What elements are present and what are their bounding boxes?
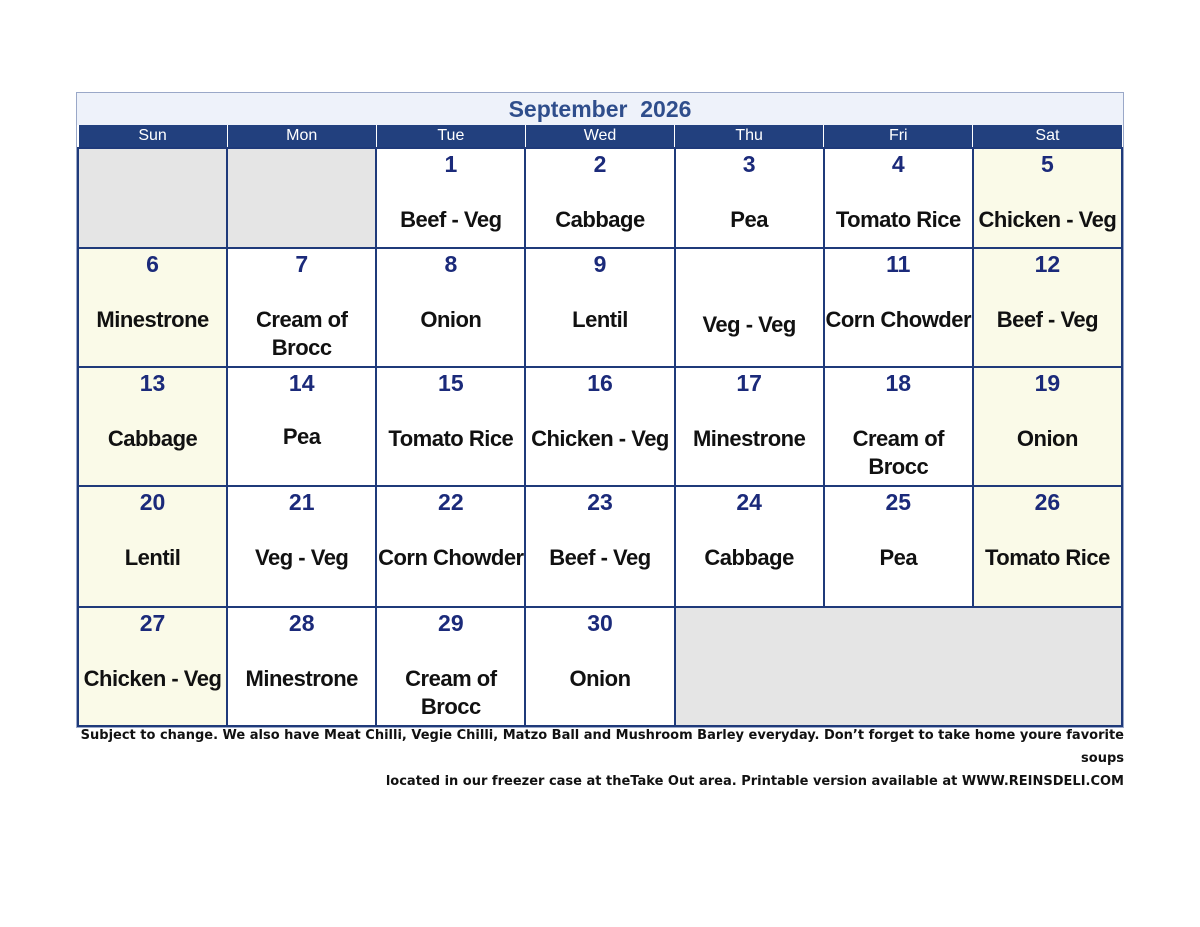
soup-name: Minestrone: [692, 426, 806, 451]
day-number: 22: [438, 489, 464, 515]
week-row: [78, 486, 1122, 607]
day-cell: [675, 486, 824, 607]
calendar-grid: [77, 125, 1123, 727]
calendar-title: September 2026: [77, 93, 1123, 125]
soup-name: Cabbage: [107, 426, 198, 451]
empty-day-cell: [78, 148, 227, 248]
soup-name: Pea: [730, 207, 768, 232]
day-cell: [525, 486, 674, 607]
day-cell: [525, 148, 674, 248]
weekday-header-sat: Sat: [973, 125, 1122, 148]
soup-name: Tomato Rice: [388, 426, 514, 451]
day-cell: [675, 367, 824, 486]
day-cell: [78, 367, 227, 486]
day-number: 14: [288, 370, 315, 396]
day-number: 4: [891, 151, 905, 177]
weekday-header-tue: Tue: [376, 125, 525, 148]
soup-name: Lentil: [124, 545, 181, 570]
footnote: [76, 724, 1124, 793]
week-row: [78, 367, 1122, 486]
soup-name: Corn Chowder: [378, 545, 524, 570]
day-cell: [525, 607, 674, 726]
day-cell: [376, 607, 525, 726]
soup-name: Cream of Brocc: [256, 307, 348, 360]
day-number: 23: [587, 489, 613, 515]
day-number: 18: [885, 370, 912, 396]
day-number: 27: [139, 610, 166, 636]
day-number: 21: [288, 489, 315, 515]
soup-name: Chicken - Veg: [978, 207, 1117, 232]
soup-name: Chicken - Veg: [531, 426, 669, 451]
soup-name: Onion: [1016, 426, 1078, 451]
weekday-header-sun: Sun: [78, 125, 227, 148]
soup-name: Chicken - Veg: [83, 666, 222, 691]
day-cell: [973, 148, 1122, 248]
day-number: 2: [593, 151, 607, 177]
soup-name: Tomato Rice: [835, 207, 961, 232]
day-cell: [675, 248, 824, 367]
day-cell: [824, 248, 973, 367]
footnote-line-2: located in our freezer case at theTake Out area. Printable version available at WWW.REINSDELI.COM: [385, 774, 1124, 789]
day-cell: [227, 607, 376, 726]
soup-name: Lentil: [572, 307, 628, 332]
day-number: 17: [736, 370, 762, 396]
weekday-header-row: [78, 125, 1122, 148]
day-number: 29: [438, 610, 464, 636]
day-number: 19: [1034, 370, 1061, 396]
soup-name: Cream of Brocc: [405, 666, 497, 719]
day-cell: [227, 248, 376, 367]
soup-name: Beef - Veg: [549, 545, 651, 570]
soup-name: Corn Chowder: [825, 307, 972, 332]
day-cell: [78, 607, 227, 726]
soup-name: Beef - Veg: [996, 307, 1099, 332]
soup-name: Pea: [879, 545, 918, 570]
weekday-header-fri: Fri: [824, 125, 973, 148]
soup-name: Pea: [282, 424, 321, 449]
soup-name: Onion: [569, 666, 631, 691]
day-cell: [824, 486, 973, 607]
day-cell: [675, 148, 824, 248]
day-cell: [824, 367, 973, 486]
day-cell: [973, 367, 1122, 486]
day-number: 11: [886, 251, 911, 277]
day-cell: [78, 248, 227, 367]
day-number: 7: [295, 251, 309, 277]
day-cell: [376, 248, 525, 367]
soup-name: Cabbage: [704, 545, 794, 570]
day-number: 13: [139, 370, 166, 396]
calendar: [76, 92, 1124, 728]
day-number: 16: [587, 370, 613, 396]
day-cell: [227, 486, 376, 607]
weekday-header-wed: Wed: [525, 125, 674, 148]
soup-name: Veg - Veg: [255, 545, 349, 570]
soup-name: Onion: [420, 307, 482, 332]
soup-name: Beef - Veg: [400, 207, 502, 232]
day-number: 9: [593, 251, 607, 277]
day-number: 15: [438, 370, 464, 396]
day-cell: [973, 486, 1122, 607]
soup-name: Tomato Rice: [984, 545, 1110, 570]
empty-day-cell: [227, 148, 376, 248]
day-cell: [227, 367, 376, 486]
day-cell: [525, 367, 674, 486]
weekday-header-thu: Thu: [675, 125, 824, 148]
day-cell: [376, 486, 525, 607]
weekday-header-mon: Mon: [227, 125, 376, 148]
day-number: 25: [885, 489, 912, 515]
day-cell: [78, 486, 227, 607]
day-number: 12: [1034, 251, 1061, 277]
day-number: 28: [288, 610, 315, 636]
soup-name: Cabbage: [555, 207, 645, 232]
day-number: 26: [1034, 489, 1061, 515]
week-row: [78, 148, 1122, 248]
day-cell: [525, 248, 674, 367]
week-row: [78, 607, 1122, 726]
day-number: 5: [1041, 151, 1054, 177]
day-cell: [824, 148, 973, 248]
week-row: [78, 248, 1122, 367]
day-cell: [376, 148, 525, 248]
day-cell: [376, 367, 525, 486]
day-number: 24: [736, 489, 762, 515]
day-cell: [973, 248, 1122, 367]
day-number: 1: [444, 151, 458, 177]
footnote-line-1: Subject to change. We also have Meat Chilli, Vegie Chilli, Matzo Ball and Mushroom Barley everyday. Don’t forget to take home youre favorite soups: [80, 728, 1124, 766]
empty-day-cell: [675, 607, 1122, 726]
soup-name: Minestrone: [96, 307, 209, 332]
soup-name: Cream of Brocc: [852, 426, 944, 479]
soup-name: Veg - Veg: [702, 312, 796, 337]
day-number: 20: [139, 489, 166, 515]
day-number: 3: [742, 151, 756, 177]
soup-name: Minestrone: [245, 666, 358, 691]
day-number: 6: [146, 251, 159, 277]
day-number: 30: [587, 610, 613, 636]
day-number: 8: [444, 251, 458, 277]
